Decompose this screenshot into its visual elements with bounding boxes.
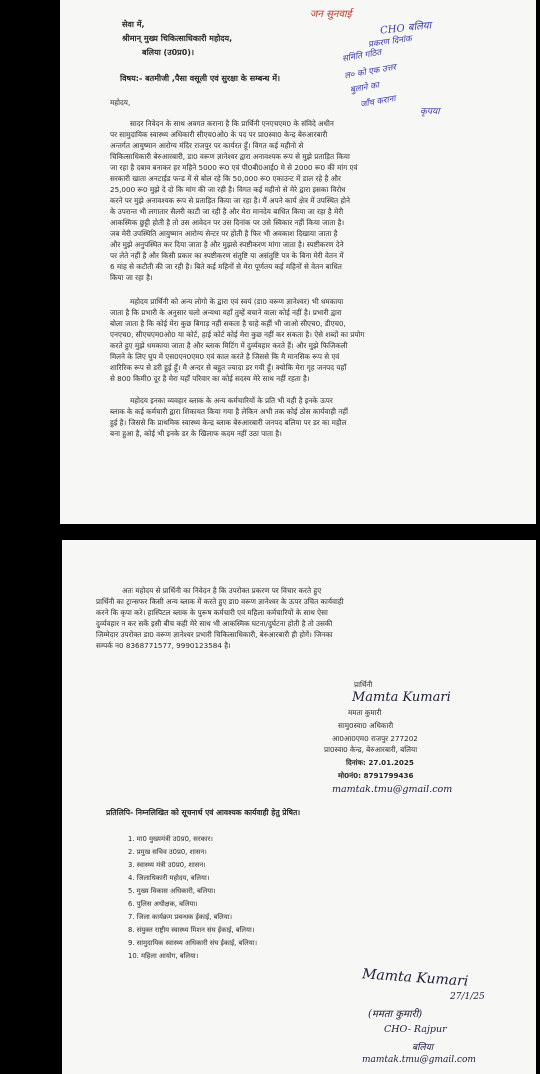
para1-line: और मुझे अनुपस्थित कर दिया जाता है और मुझसे स्पष्टीकरण मांगा जाता है। स्पष्टीकरण देने — [110, 240, 344, 249]
handwritten-date: 27/1/25 — [450, 992, 485, 1002]
para1-line: पर सामुदायिक स्वास्थ्य अधिकारी सीएच0ओ0 के पद पर प्रा0स्वा0 केन्द्र बेरुआरबारी — [110, 130, 328, 139]
salutation: महोदय, — [110, 98, 131, 107]
para1-line: सादर निवेदन के साथ अवगत कराना है कि प्रार्थिनी एनएचएम0 के संविदे अधीन — [130, 119, 334, 128]
handwritten-signature: Mamta Kumari — [361, 966, 469, 990]
copy-list-item: 10. महिला आयोग, बलिया। — [128, 952, 199, 960]
para1-line: 25,000 रू0 मुझे दे दो कि मांग की जा रही है। विगत कई महीनो से मेरे द्वारा इसका विरोध — [110, 185, 346, 194]
signer-center: आ0आ0एम0 राजपुर 277202 — [332, 734, 418, 743]
handwritten-annotation: CHO बलिया — [379, 20, 432, 37]
para4-line: प्रार्थिनी का ट्रान्सफर किसी अन्य ब्लाक में करते हुए डा0 वरूण ज्ञानेश्वर के ऊपर उचित कार्यवाही — [96, 597, 344, 606]
handwritten-location: बलिया — [412, 1043, 434, 1053]
para2-line: करते हुए मुझे धमकाया जाता है और ब्लाक मिटिंग में दुर्व्यवहार करते हैं। और मुझे फिजिकली — [110, 341, 348, 350]
para3-line: ब्लाक के कई कर्मचारी द्वारा शिकायत किया गया है लेकिन अभी तक कोई ठोस कार्यवाही नहीं — [110, 407, 348, 416]
para1-line: जब मेरी उपस्थिति आयुष्मान आरोग्य सेन्टर पर होती है फिर भी अवकाश दिखाया जाता है — [110, 229, 338, 238]
copy-heading: प्रतिलिपि- निम्नलिखित को सूचनार्थ एवं आवश्यक कार्यवाही हेतु प्रेषित। — [106, 808, 301, 817]
para1-line: करने पर मुझे अनावश्यक रूप से प्रताड़ित किया जा रहा है। मैं अपने कार्य क्षेत्र में उपस्थित होने — [110, 196, 350, 205]
para2-line: से 800 किमी0 दूर है मेरा यहाँ परिवार का कोई सदस्य मेरे साथ नहीं रहता है। — [110, 374, 310, 383]
copy-list-item: 3. स्वास्थ्य मंत्री उ0प्र0, शासन। — [128, 861, 206, 869]
handwritten-annotation: समिति गठित — [341, 47, 383, 65]
subject-line: विषय:- बतमीजी ,पैसा वसूली एवं सुरक्षा के सम्बन्ध में। — [120, 74, 281, 83]
para1-line: किया जा रहा है। — [110, 273, 153, 282]
handwritten-annotation: जाँच कराना — [359, 93, 397, 111]
para2-line: बोला जाता है कि कोई मेरा कुछ बिगाड़ नहीं सकता है चाहे कहीं भी जाओ सीएच0, डीएच0, — [110, 319, 346, 328]
copy-list-item: 8. संयुक्त राष्ट्रीय स्वास्थ्य मिशन संघ ईकाई, बलिया। — [128, 926, 255, 934]
handwritten-signature: Mamta Kumari — [352, 690, 451, 705]
para1-line: आकस्मिक छुट्टी होती है तो उस आवेदन पर उस दिनांक पर उसे स्विकार नहीं किया जाता है। — [110, 218, 345, 227]
para1-line: पर लेते नहीं है और किसी प्रकार का स्पष्टीकरण संतुष्टि या असंतुष्टि पत्र के बिना मेरी वेतन में — [110, 251, 344, 260]
para4-line: दुर्व्यवहार न कर सकें इसी बीच कही मेरे साथ भी आकस्मिक घटना/दुर्घटना होती है तो उसकी — [96, 619, 333, 628]
para2-line: एनएच0, सीएचएम0ओ0 या कोर्ट, हाई कोर्ट कोई मेरा कुछ नहीं कर सकता है। ऐसे शब्दों का प्रयोग — [110, 330, 365, 339]
letter-page-1 — [60, 0, 536, 524]
para3-line: हुई है। जिससे कि प्राथमिक स्वास्थ्य केन्द्र ब्लाक बेरुआरबारी जनपद बलिया पर डर का महौल — [110, 418, 347, 427]
copy-list-item: 1. मा0 मुख्यमंत्री उ0प्र0, सरकार। — [128, 835, 213, 843]
para4-line: अतः महोदय से प्रार्थिनी का निवेदन है कि उपरोक्त प्रकरण पर विचार करते हुए — [122, 586, 322, 595]
header-line: सेवा में, — [122, 20, 145, 29]
copy-list-item: 6. पुलिस अधीक्षक, बलिया। — [128, 900, 198, 908]
para2-line: जाता है कि प्रभारी के अनुसार चलो अन्यथा यहाँ तुम्हें बचाने वाला कोई नहीं है। प्रभारी द्वारा — [110, 308, 342, 317]
signer-mobile: मो0नं0: 8791799436 — [338, 771, 414, 780]
copy-list-item: 4. जिलाधिकारी महोदय, बलिया। — [128, 874, 210, 882]
letter-page-2 — [62, 540, 536, 1074]
copy-list-item: 5. मुख्य विकास अधिकारी, बलिया। — [128, 887, 216, 895]
letter-date: दिनांक: 27.01.2025 — [346, 758, 414, 767]
handwritten-annotation: प्रकरण दिनांक — [367, 33, 413, 50]
para4-line: सम्पर्क न0 8368771577, 9990123584 है। — [96, 641, 231, 650]
copy-list-item: 2. प्रमुख सचिव उ0प्र0, शासन। — [128, 848, 207, 856]
para1-line: अन्तर्गत आयुष्मान आरोग्य मंदिर राजपुर पर कार्यरत हूँ। विगत कई महीनो से — [110, 141, 304, 150]
para4-line: जिम्मेदार उपरोक्त डा0 वरूण ज्ञानेश्वर प्रभारी चिकित्साधिकारी, बेरुआरबारी ही होगें। जिनका — [96, 630, 333, 639]
handwritten-annotation: बुलाने का — [349, 80, 380, 96]
handwritten-annotation: ल० को एक उत्तर — [343, 62, 397, 82]
para3-line: महोदय इनका व्यवहार ब्लाक के अन्य कर्मचारियों के प्रति भी यही है इनके ऊपर — [130, 396, 333, 405]
copy-list-item: 9. सामुदायिक स्वास्थ्य अधिकारी संघ ईकाई, बलिया। — [128, 939, 258, 947]
handwritten-email: mamtak.tmu@gmail.com — [332, 784, 453, 795]
para2-line: मिलने के लिए घुप में एस0एन0एम0 एवं काल करते है जिससे कि मै मानसिक रूप से एवं — [110, 352, 340, 361]
para3-line: बना हुआ है, कोई भी इनके डर के खिलाफ कदम नहीं उठा पाता है। — [110, 429, 282, 438]
handwritten-designation: CHO- Rajpur — [384, 1024, 447, 1035]
header-line: बलिया (उ0प्र0)। — [142, 48, 194, 57]
para2-line: महोदय प्रार्थिनी को अन्य लोगो के द्वारा एवं स्वयं (डा0 वरूण ज्ञानेश्वर) भी धमकाया — [130, 297, 344, 306]
signer-designation: सामु0स्वा0 अधिकारी — [338, 721, 394, 730]
signer-phc: प्रा0स्वा0 केन्द्र, बेरुआरबारी, बलिया — [324, 745, 418, 754]
signer-name: ममता कुमारी — [348, 708, 382, 717]
signature-label: प्रार्थिनी — [354, 680, 373, 689]
para4-line: करने कि कृपा करे। हास्पिटल ब्लाक के पुरूष कर्मचारी एवं महिला कर्मचारियों के साथ ऐसा — [96, 608, 328, 617]
handwritten-annotation: जन सुनवाई — [310, 9, 352, 20]
handwritten-name: (ममता कुमारी) — [368, 1009, 423, 1020]
para1-line: सरकारी खाता अनटाईड फन्ड में से बोल रहे कि 50,000 रू0 एकाउन्ट में डाल रहे है और — [110, 174, 341, 183]
para2-line: शारिरिक रूप से डरी हुई हूँ। मै अन्दर से बहुत ज्यादा डर गयी हूँ। क्योकि मेरा गृह जनपद यहाँ — [110, 363, 347, 372]
para1-line: के उपरान्त भी लगातार सैलरी काटी जा रही है और मेरा मानदेय बाधित किया जा रहा है मेरी — [110, 207, 344, 216]
header-line: श्रीमान् मुख्य चिकित्साधिकारी महोदय, — [122, 34, 233, 43]
para1-line: चिकित्साधिकारी बेरुआरबारी, डा0 वरूण ज्ञानेश्वर द्वारा अनावश्यक रूप से मुझे प्रताड़ित किया — [110, 152, 350, 161]
para1-line: जा रहा है दबाव बनाकर हर महिने 5000 रू0 एवं पी0बी0आई0 मे से 2000 रू0 की मांग एवं — [110, 163, 358, 172]
handwritten-annotation: कृपया — [420, 107, 440, 117]
copy-list-item: 7. जिला कार्यक्रम प्रबन्धक ईकाई, बलिया। — [128, 913, 233, 921]
handwritten-email: mamtak.tmu@gmail.com — [362, 1055, 476, 1065]
para1-line: 6 माह से कटौती की जा रही है। बिते कई महिनों से मेरा पूर्णतय कई महिनों से वेतन बाधित — [110, 262, 342, 271]
